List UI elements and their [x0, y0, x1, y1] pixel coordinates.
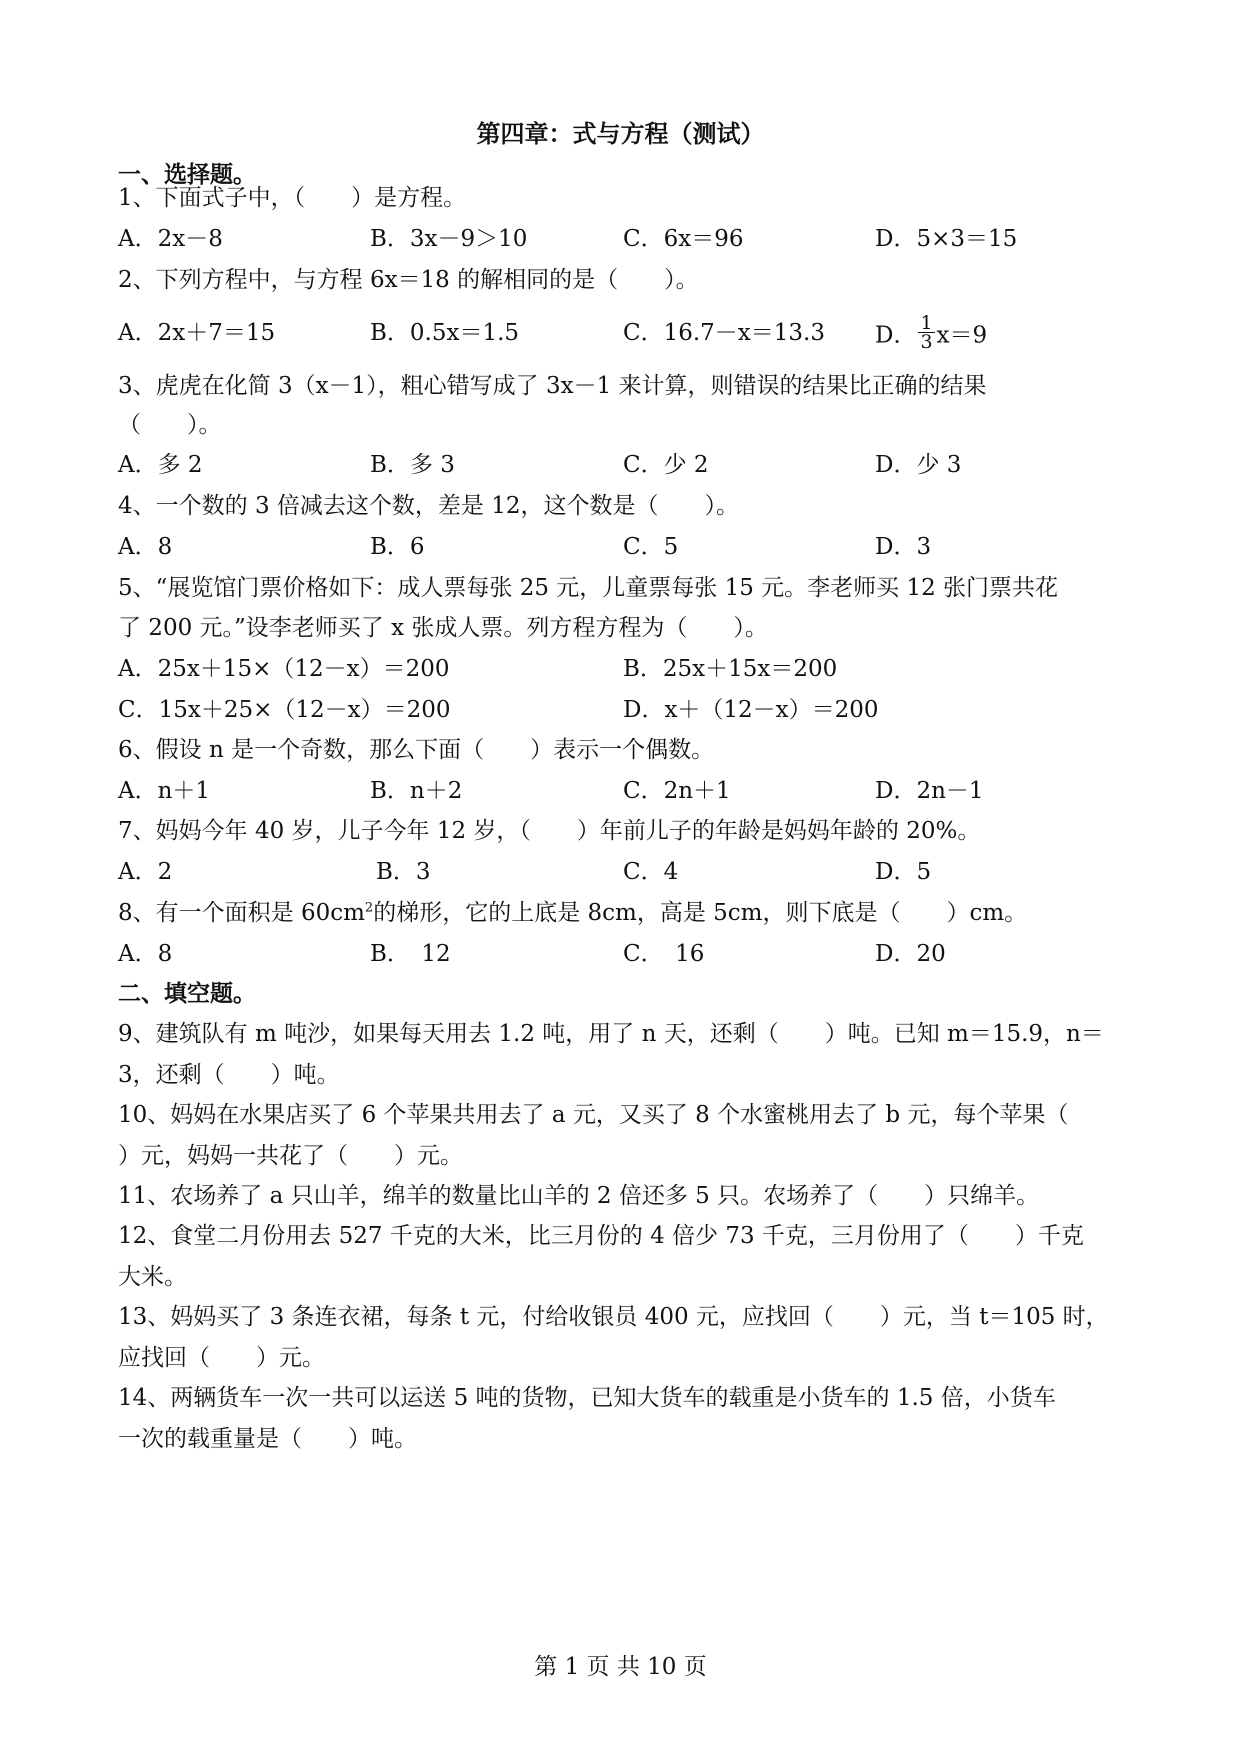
option-c: C．5 [623, 534, 679, 560]
option-c: C．16.7－x＝13.3 [623, 320, 825, 346]
option-d: D．20 [875, 941, 946, 967]
option-a: A．8 [118, 534, 173, 560]
option-a: A．n＋1 [118, 778, 211, 804]
question-9-line-2: 3，还剩（ ）吨。 [118, 1062, 340, 1088]
option-a: A．2x－8 [118, 226, 223, 252]
option-d: D．2n－1 [875, 778, 984, 804]
question-11-line-1: 11、农场养了 a 只山羊，绵羊的数量比山羊的 2 倍还多 5 只。农场养了（ ）只绵羊。 [118, 1183, 1040, 1209]
question-8-stem-post: 的梯形，它的上底是 8cm，高是 5cm，则下底是（ ）cm。 [373, 900, 1028, 926]
question-13-line-1: 13、妈妈买了 3 条连衣裙，每条 t 元，付给收银员 400 元，应找回（ ）元，当 t＝105 时， [118, 1304, 1109, 1330]
option-c: C．4 [623, 859, 679, 885]
question-14-line-2: 一次的载重量是（ ）吨。 [118, 1426, 417, 1452]
superscript-squared: 2 [364, 900, 374, 916]
question-4-stem: 4、一个数的 3 倍减去这个数，差是 12，这个数是（ ）。 [118, 493, 739, 519]
question-10-line-2: ）元，妈妈一共花了（ ）元。 [118, 1143, 463, 1169]
option-b: B．n＋2 [370, 778, 463, 804]
question-3-stem-line-2: （ ）。 [118, 412, 222, 438]
question-5-stem-line-2: 了 200 元。”设李老师买了 x 张成人票。列方程方程为（ ）。 [118, 615, 768, 641]
option-c: C．2n＋1 [623, 778, 731, 804]
question-5-stem-line-1: 5、“展览馆门票价格如下：成人票每张 25 元，儿童票每张 15 元。李老师买 12 张门票共花 [118, 575, 1059, 601]
option-b: B．多 3 [370, 452, 455, 478]
fraction-numerator: 1 [920, 312, 933, 334]
question-8-stem [118, 898, 1128, 928]
option-d-suffix: x＝9 [936, 322, 988, 349]
option-a: A．2x＋7＝15 [118, 320, 276, 346]
question-12-line-2: 大米。 [118, 1264, 187, 1290]
option-d: D．5×3＝15 [875, 226, 1018, 252]
option-c: C． 16 [623, 941, 705, 967]
question-10-line-1: 10、妈妈在水果店买了 6 个苹果共用去了 a 元，又买了 8 个水蜜桃用去了 b 元，每个苹果（ [118, 1102, 1069, 1128]
option-c: C．6x＝96 [623, 226, 744, 252]
question-12-line-1: 12、食堂二月份用去 527 千克的大米，比三月份的 4 倍少 73 千克，三月份用了（ ）千克 [118, 1223, 1084, 1249]
option-b: B． 12 [370, 941, 451, 967]
option-b: B．3 [376, 859, 431, 885]
option-a: A．8 [118, 941, 173, 967]
section-heading-fill-in: 二、填空题。 [118, 980, 256, 1007]
question-7-stem: 7、妈妈今年 40 岁，儿子今年 12 岁，（ ）年前儿子的年龄是妈妈年龄的 20%。 [118, 818, 981, 844]
question-13-line-2: 应找回（ ）元。 [118, 1345, 325, 1371]
option-a: A．多 2 [118, 452, 203, 478]
question-14-line-1: 14、两辆货车一次一共可以运送 5 吨的货物，已知大货车的载重是小货车的 1.5 倍，小货车 [118, 1385, 1056, 1411]
question-9-line-1: 9、建筑队有 m 吨沙，如果每天用去 1.2 吨，用了 n 天，还剩（ ）吨。已知 m＝15.9，n＝ [118, 1021, 1104, 1047]
option-c: C．15x＋25×（12－x）＝200 [118, 697, 451, 723]
page-title: 第四章：式与方程（测试） [476, 119, 765, 148]
question-6-stem: 6、假设 n 是一个奇数，那么下面（ ）表示一个偶数。 [118, 737, 715, 763]
option-d: D．5 [875, 859, 932, 885]
option-b: B．3x－9＞10 [370, 226, 528, 252]
option-b: B．25x＋15x＝200 [623, 656, 838, 682]
option-a: A．25x＋15×（12－x）＝200 [118, 656, 450, 682]
option-b: B．0.5x＝1.5 [370, 320, 520, 346]
page-footer: 第 1 页 共 10 页 [534, 1654, 707, 1680]
option-d: D．少 3 [875, 452, 962, 478]
option-d [875, 312, 988, 355]
fraction-one-third [918, 314, 934, 351]
option-d: D．3 [875, 534, 932, 560]
option-c: C．少 2 [623, 452, 709, 478]
fraction-denominator: 3 [920, 331, 933, 353]
option-b: B．6 [370, 534, 425, 560]
option-d-prefix: D． [875, 322, 917, 349]
question-2-stem: 2、下列方程中，与方程 6x＝18 的解相同的是（ ）。 [118, 267, 699, 293]
question-3-stem-line-1: 3、虎虎在化简 3（x－1），粗心错写成了 3x－1 来计算，则错误的结果比正确的结果 [118, 373, 987, 399]
option-a: A．2 [118, 859, 173, 885]
question-1-stem: 1、下面式子中，（ ）是方程。 [118, 185, 467, 211]
question-8-stem-pre: 8、有一个面积是 60cm [118, 900, 365, 926]
option-d: D．x＋（12－x）＝200 [623, 697, 879, 723]
section-heading-choice: 一、选择题。 [118, 161, 256, 188]
question-2-options [118, 312, 1128, 358]
